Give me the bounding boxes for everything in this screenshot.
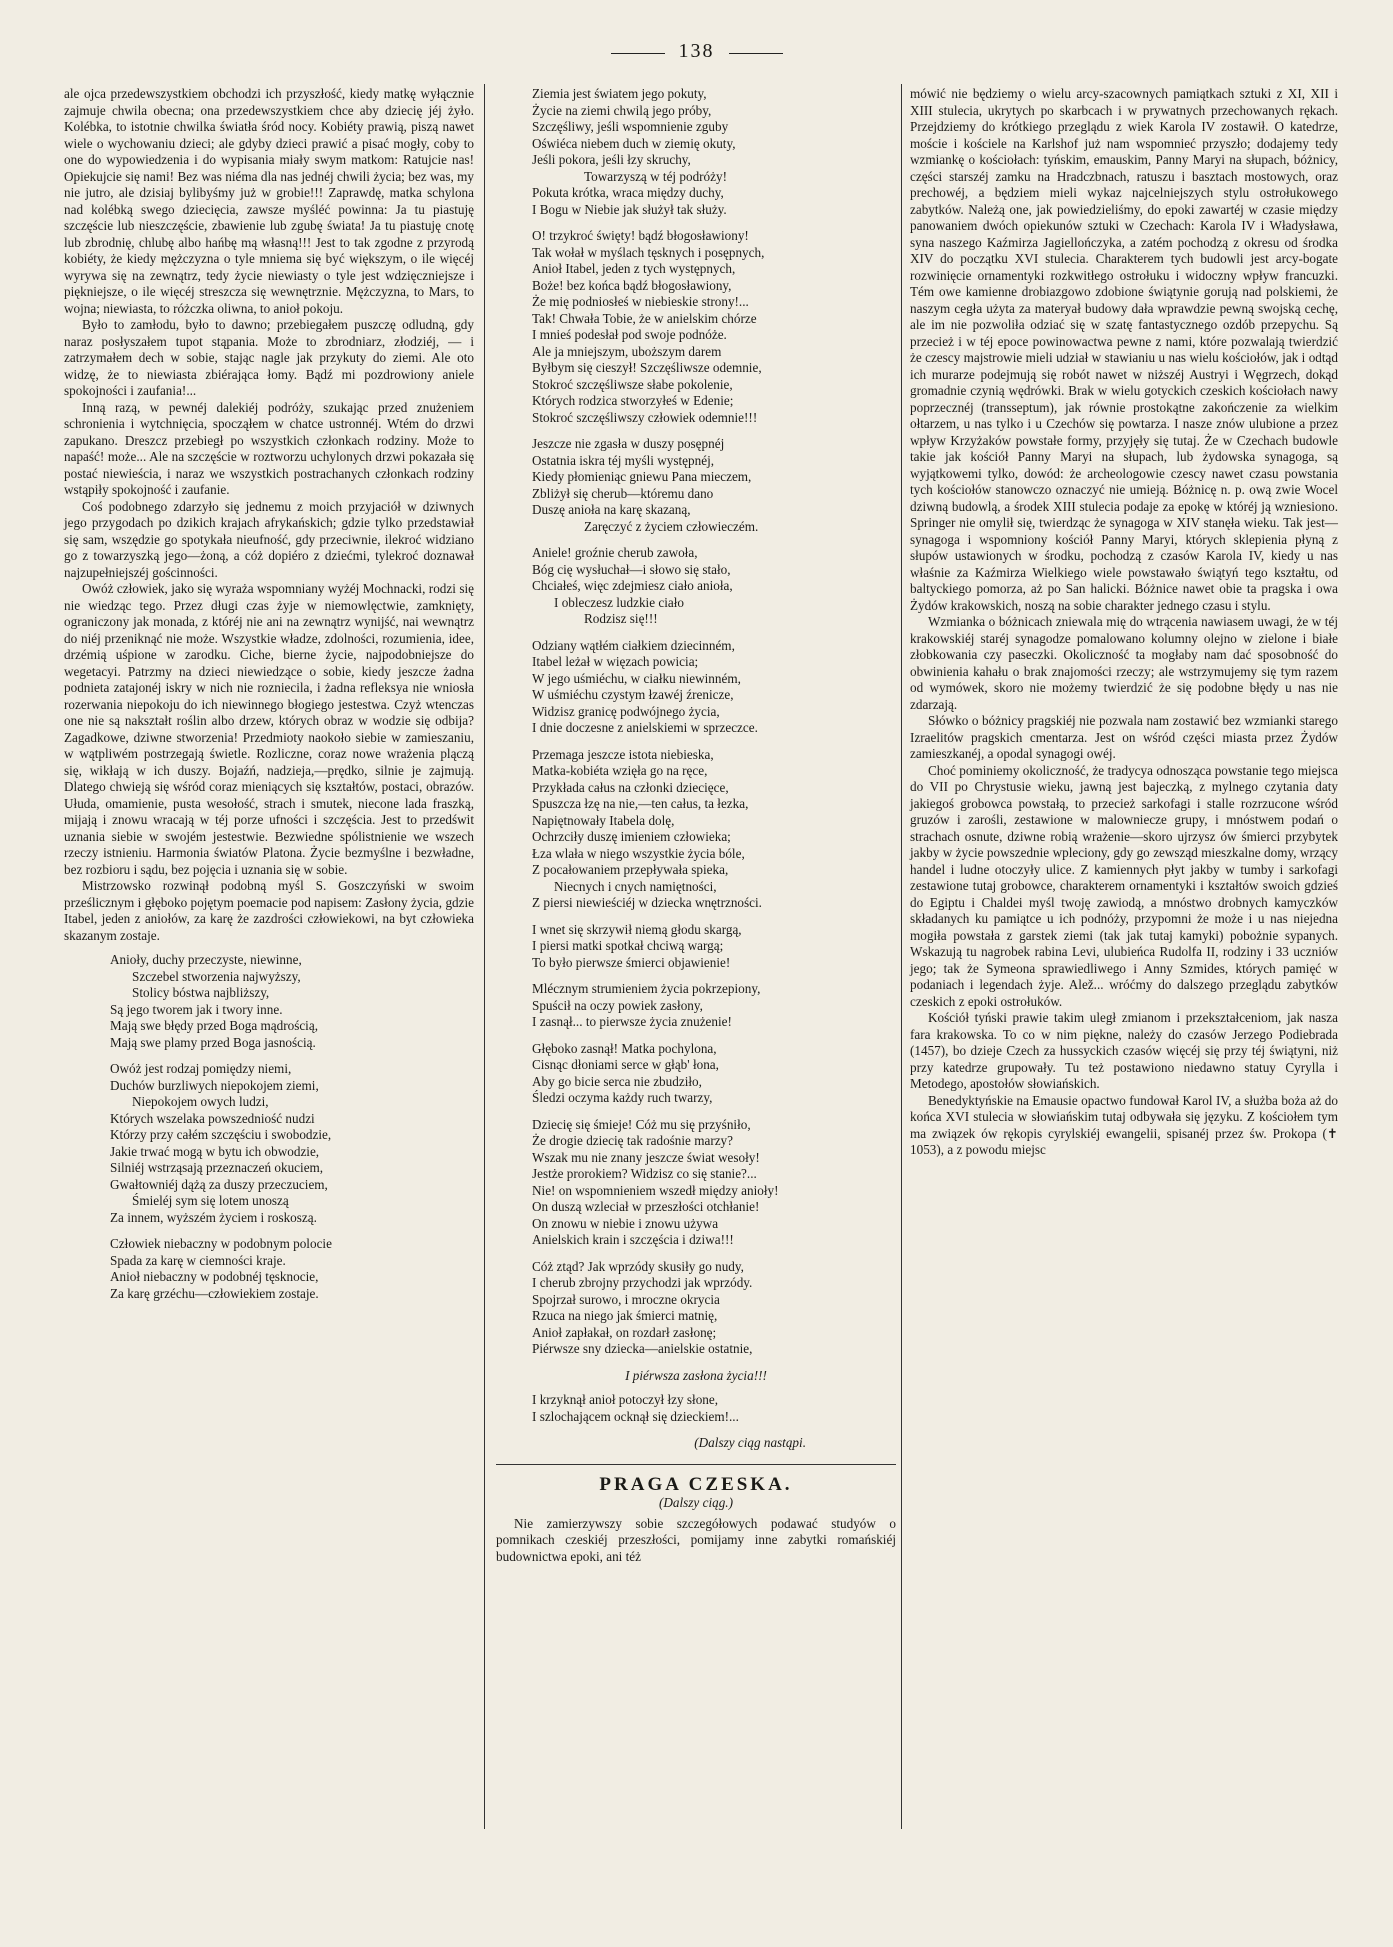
poem-line: Tak! Chwała Tobie, że w anielskim chórze [532, 310, 757, 326]
poem-line: Przykłada całus na członki dziecięce, [532, 779, 729, 795]
poem-line: Za innem, wyższém życiem i roskoszą. [110, 1209, 317, 1225]
poem-line: Cisnąc dłoniami serce w głąb' łona, [532, 1057, 719, 1072]
poem-line: Jakie trwać mogą w bytu ich obwodzie, [110, 1143, 320, 1159]
poem-line: Spuszcza łzę na nie,—ten całus, ta łezka, [532, 796, 749, 811]
poem-line: Rodzisz się!!! [584, 611, 658, 626]
poem-line: Z pocałowaniem przepływała spieka, [532, 862, 729, 877]
paragraph: ale ojca przedewszystkiem obchodzi ich przyszłość, kiedy matkę wyłącznie zajmuje chwila obecna; ona przedewszystkiem chce aby dziecię jéj żyło. Kolébka, to istotnie chwilka światła śród nocy. Kobiéty prawią, piszą nawet wiele o wychowaniu dzieci; ale gdyby dzieci prawić a pisać mogły, coby to one do wypowiedzenia i do wypisania miały swym matkom: Ratujcie nas! Opiekujcie się nami! Bez was niéma dla nas jednéj chwili życia; bez was, my nie jutro, ale dzisiaj bylibyśmy już w grobie!!! Zaprawdę, matka schylona nad kolébką swego dziecięcia, zawsze myśléć powinna: Ja tu piastuję szczęście lub nieszczęście, zbawienie lub zgubę świata! Ja tu piastuję cnotę lub zbrodnię, chlubę albo hańbę mą własną!!! Jest to tak zgodne z przyrodą kobiéty, że kiedy mężczyzna o tyle mniema się być większym, o ile więcéj wyrywa się na zewnątrz, tedy życie niewiasty o tyle jest wdzięczniejsze i piękniejsze, o ile więcéj streszcza się wewnętrznie. Mężczyzna, to Mars, to wojna; niewiasta, to różczka oliwna, to anioł pokoju. [64, 86, 474, 316]
poem-line: Łza wlała w niego wszystkie życia bóle, [532, 845, 745, 861]
poem-line: I szlochającem ocknął się dzieckiem!... [532, 1408, 739, 1424]
poem-line: I mnieś podesłał pod swoje podnóże. [532, 327, 727, 342]
poem-line: Aniele! groźnie cherub zawoła, [532, 545, 698, 560]
poem-line: Stokroć szczęśliwsze słabe pokolenie, [532, 376, 733, 392]
column-rule-2 [901, 84, 902, 1829]
paragraph: Benedyktyńskie na Emausie opactwo fundował Karol IV, a służba boża aż do końca XVI stulecia w słowiańskim tutaj odbywała się języku. Z kościołem tym ma związek ów rękopis cyrylskiéj ewangelii, spisanéj przez św. Prokopa (✝ 1053), a z powodu miejsc [910, 1092, 1338, 1157]
poem-refrain: I piérwsza zasłona życia!!! [625, 1367, 767, 1383]
poem-stanza [64, 1061, 474, 1226]
poem-line: Piérwsze sny dziecka—anielskie ostatnie, [532, 1341, 753, 1356]
poem-line: Duchów burzliwych niepokojem ziemi, [110, 1077, 319, 1093]
poem-line: Niepokojem owych ludzi, [132, 1094, 269, 1109]
poem-line: Jeszcze nie zgasła w duszy posępnéj [532, 436, 725, 451]
poem-stanza [496, 1259, 896, 1358]
poem-line: Chciałeś, więc zdejmiesz ciało anioła, [532, 578, 733, 593]
poem-line: Mlécznym strumieniem życia pokrzepiony, [532, 981, 761, 996]
poem-line: I piersi matki spotkał chciwą wargą; [532, 938, 724, 953]
poem-line: Dziecię się śmieje! Cóż mu się przyśniło, [532, 1116, 751, 1132]
poem-line: Którzy przy całém szczęściu i swobodzie, [110, 1127, 332, 1142]
poem-stanza [496, 922, 896, 972]
poem-line: Matka-kobiéta wzięła go na ręce, [532, 763, 708, 778]
poem-stanza [496, 228, 896, 426]
poem-line: Spojrzał surowo, i mroczne okrycia [532, 1291, 720, 1307]
paragraph: Inną razą, w pewnéj dalekiéj podróży, szukając przed znużeniem schronienia i wytchnięcia, spocząłem w chatce ustronnéj. Wtém do drzwi zapukano. Dreszcz przebiegł po wszystkich członkach rodziny. Może to napaść! może... Ale na szczęście w roztworzu uchylonych drzwi pokazała się postać niewieścia, i naraz we wszystkich postrachanych członkach rodziny wstąpiły spokojność i zaufanie. [64, 399, 474, 497]
paragraph: Choć pominiemy okoliczność, że tradycya odnosząca powstanie tego miejsca do VII po Chrystusie wieku, jawną jest bajeczką, z mylnego czytania daty jakiegoś grobowca powstałą, to przecież sarkofagi i stalle rozrzucone wśród gruzów i zarośli, zestawione w malowniecze grupy, i mnóstwem podań o strachach osnute, dziwne robią wrażenie—skoro ujrzysz ów śmierci przybytek jakby w życie powszednie wpleciony, gdy go zewsząd mieszkalne domy, wrzący handel i ludne otoczyły ulice. Z kamiennych płyt jakby w tumby i sarkofagi zestawione tutaj grobowce, charakterem ornamentyki i kształtów swoich gdzieś do Egiptu i Chaldei myśl twoję zawiodą, a mnóstwo drobnych kamyczków składanych ku pamiątce u ich podnóży, przypomni że może i u nas niejedna mogiła powstała z garstek ziemi (tak jak tutaj kamyki) pobożnie sypanych. Wskazują tu nagrobek rabina Levi, ulubieńca Rudolfa II, rodziny i 33 uczniów jego; tak że Symeona sprawiedliwego i Anny Szmides, których pamięć w podaniach i legendach żyje. Alež... wróćmy do dalszego przeglądu zabytków czeskich z epoki ostrołuków. [910, 762, 1338, 1009]
poem-line: Życie na ziemi chwilą jego próby, [532, 102, 712, 118]
column-3 [910, 86, 1338, 1159]
poem-line: Anioł Itabel, jeden z tych występnych, [532, 261, 736, 276]
poem-line: Aby go bicie serca nie zbudziło, [532, 1073, 702, 1089]
column-2 [496, 86, 896, 1565]
article-subtitle: (Dalszy ciąg.) [659, 1495, 733, 1510]
poem-line: W jego uśmiéchu, w ciałku niewinném, [532, 670, 741, 686]
poem-line: Ziemia jest światem jego pokuty, [532, 86, 707, 101]
poem-line: Stolicy bóstwa najbliższy, [132, 985, 270, 1000]
poem-line: Anielskich krain i szczęścia i dziwa!!! [532, 1232, 734, 1247]
poem-line: Tak wołał w myślach tęsknych i posępnych, [532, 244, 765, 260]
poem-line: Nie! on wspomnieniem wszedł między anioły! [532, 1182, 779, 1198]
poem-line: Zbliżył się cherub—któremu dano [532, 485, 714, 501]
poem-line: Wszak mu nie znany jeszcze świat wesoły! [532, 1149, 760, 1165]
poem-stanza [496, 981, 896, 1031]
poem-line: Których rodzica stworzyłeś w Edenie; [532, 393, 734, 408]
poem-line: Anioł zapłakał, on rozdarł zasłonę; [532, 1324, 717, 1340]
poem-line: Że mię podniosłeś w niebieskie strony!... [532, 294, 749, 309]
poem-line: Szczebel stworzenia najwyższy, [132, 968, 301, 984]
poem-stanza [496, 1392, 896, 1425]
poem-line: Śmieléj sym się lotem unoszą [132, 1193, 289, 1208]
column-1 [64, 86, 474, 1312]
poem-line: Odziany wątłém ciałkiem dziecinném, [532, 637, 735, 653]
poem-line: Boże! bez końca bądź błogosławiony, [532, 277, 732, 293]
paragraph: Było to zamłodu, było to dawno; przebiegałem puszczę odludną, gdy naraz posłyszałem tupot stąpania. Może to zbrodniarz, złodziéj, — i zatrzymałem dech w sobie, stając nagle jak przykuty do ziemi. Ale oto widzę, że to niewiasta zbiérająca łomy. Bądź mi pozdrowiony aniele spokojności i zaufania!... [64, 317, 474, 398]
poem-line: Widzisz granicę podwójnego życia, [532, 703, 720, 719]
paragraph: Wzmianka o bóżnicach zniewala mię do wtrącenia nawiasem uwagi, że w téj krakowskiéj staréj synagodze pomalowano kolumny olejno w zielone i białe złobkowania czy paseczki. Okoliczność ta mogłaby nam dać sposobność do obwinienia kahału o brak znajomości rzeczy; ale wstrzymujemy się tym razem od wymówek, skoro nie możemy twierdzić że się podobne błędy u nas nie zdarzają. [910, 614, 1338, 712]
poem-line: Bóg cię wysłuchał—i słowo się stało, [532, 561, 731, 577]
poem-line: Pokuta krótka, wraca między duchy, [532, 185, 724, 200]
paragraph: Słówko o bóżnicy pragskiéj nie pozwala nam zostawić bez wzmianki starego Izraelitów pragskich cmentarza. Jest on wśród części miasta przez Żydów zamieszkanéj, a opodal synagogi owéj. [910, 713, 1338, 761]
poem-stanza [496, 436, 896, 535]
paragraph: Mistrzowsko rozwinął podobną myśl S. Goszczyński w swoim prześlicznym i głęboko pojętym poemacie pod napisem: Zasłony życia, gdzie Itabel, jeden z aniołów, za karę że zazdrości człowiekowi, na byt człowieka skazanym zostaje. [64, 878, 474, 943]
poem-line: Owóż jest rodzaj pomiędzy niemi, [110, 1061, 292, 1076]
poem-line: Anioły, duchy przeczyste, niewinne, [110, 952, 302, 967]
poem-line: Ostatnia iskra téj myśli występnéj, [532, 452, 715, 468]
poem-line: Człowiek niebaczny w podobnym polocie [110, 1236, 332, 1251]
poem-line: I dnie doczesne z anielskiemi w sprzeczce. [532, 720, 758, 735]
poem-line: Gwałtowniéj dążą za duszy przeczuciem, [110, 1176, 328, 1192]
poem-line: Mają swe błędy przed Boga mądrością, [110, 1018, 318, 1033]
poem-line: Przemaga jeszcze istota niebieska, [532, 746, 714, 762]
poem-line: Mają swe plamy przed Boga jasnością. [110, 1034, 316, 1050]
section-divider [496, 1464, 896, 1465]
page-header [0, 40, 1393, 63]
poem-line: Ale ja mniejszym, uboższym darem [532, 343, 722, 359]
poem-line: Za karę grzéchu—człowiekiem zostaje. [110, 1285, 319, 1301]
poem-line: Śledzi oczyma każdy ruch twarzy, [532, 1090, 713, 1105]
poem-line: Jestże prorokiem? Widzisz co się stanie?... [532, 1166, 757, 1181]
poem-line: Kiedy płomieniąc gniewu Pana mieczem, [532, 469, 752, 484]
paragraph: Nie zamierzywszy sobie szczegółowych podawać studyów o pomnikach czeskiéj przeszłości, pomijamy inne zabytki romańskiéj budownictwa epoki, ani téż [496, 1515, 896, 1564]
poem-line: I obleczesz ludzkie ciało [554, 594, 684, 610]
page-number: 138 [678, 40, 715, 62]
header-rule-right [729, 53, 783, 54]
paragraph: Kościół tyński prawie takim uległ zmianom i przekształceniom, jak nasza fara krakowska. To co w nim piękne, należy do czasów Jerzego Podiebrada (1457), bo dzieje Czech za hussyckich czasów więcéj się przy téj świątyni, niż przy katedrze grupowały. Tu też postawiono niedawno statuy Cyrylla i Metodego, apostołów słowiańskich. [910, 1010, 1338, 1091]
poem-line: Silniéj wstrząsają przeznaczeń okuciem, [110, 1160, 324, 1175]
poem-line: Że drogie dziecię tak radośnie marzy? [532, 1133, 734, 1148]
poem-stanza [496, 638, 896, 737]
poem-line: Itabel leżał w więzach powicia; [532, 654, 699, 669]
poem-line: W uśmiéchu czystym łzawéj źrenicze, [532, 687, 734, 702]
poem-line: Anioł niebaczny w podobnéj tęsknocie, [110, 1269, 319, 1284]
poem-line: I cherub zbrojny przychodzi jak wprzódy. [532, 1275, 753, 1290]
column-rule-1 [484, 84, 485, 1829]
poem-line: Napiętnowały Itabela dolę, [532, 812, 675, 828]
poem-line: On duszą wzleciał w przeszłości otchłanie! [532, 1199, 760, 1214]
poem-line: Duszę anioła na karę skazaną, [532, 502, 691, 517]
poem-line: Niecnych i cnych namiętności, [554, 878, 717, 894]
poem-line: Oświéca niebem duch w ziemię okuty, [532, 135, 736, 151]
poem-line: Spada za karę w ciemności kraje. [110, 1252, 286, 1268]
poem-line: Zaręczyć z życiem człowieczém. [584, 518, 759, 534]
poem-line: I zasnął... to pierwsze życia znużenie! [532, 1014, 732, 1029]
poem-stanza [496, 1041, 896, 1107]
poem-line: Szczęśliwy, jeśli wspomnienie zguby [532, 119, 729, 134]
poem-line: O! trzykroć święty! bądź błogosławiony! [532, 228, 749, 243]
poem-line: To było pierwsze śmierci objawienie! [532, 954, 731, 970]
poem-stanza [496, 1117, 896, 1249]
poem-stanza [64, 952, 474, 1051]
poem-line: Rzuca na niego jak śmierci matnię, [532, 1308, 718, 1323]
poem-line: Spuścił na oczy powiek zasłony, [532, 997, 703, 1013]
poem-line: Jeśli pokora, jeśli łzy skruchy, [532, 152, 691, 167]
header-rule-left [611, 53, 665, 54]
poem-line: Stokroć szczęśliwszy człowiek odemnie!!! [532, 409, 758, 425]
poem-line: I krzyknął anioł potoczył łzy słone, [532, 1392, 719, 1407]
poem-stanza [64, 1236, 474, 1302]
poem-line: Ochrzciły duszę imieniem człowieka; [532, 829, 731, 844]
poem-stanza [496, 86, 896, 218]
paragraph: Owóż człowiek, jako się wyraża wspomniany wyżéj Mochnacki, rodzi się nie wiedząc tego. Przez długi czas żyje w niemowlęctwie, zamknięty, ograniczony jak monada, z któréj nie ani na zewnątrz wynijść, nai wewnątrz do niéj przeniknąć nie może. Wszystkie władze, zdolności, rozumienia, idee, drzémią uśpione w zarodku. Ciche, bierne życie, najpodobniejsze do wegetacyi. Patrzmy na dzieci niewiedzące o sobie, kiedy jeszcze żadna podnieta zatajonéj iskry w nich nie rozniecila, i żadna refleksya nie wniosła rozerwania niepokoju do ich niewinnego błogiego jestestwa. Czyż wtenczas one nie są nakształt roślin albo drzew, których obraz w wodzie się odbija? Zagadkowe, dziwne stworzenia! Przedmioty naokoło siebie w zamieszaniu, w wątpliwém postrzegają świetle. Rozliczne, coraz nowe wrażenia plączą się, wikłają w ich duszy. Bojaźń, nadzieja,—prędko, silnie je zajmują. Dlatego chwieją się wśród coraz mieniących się kształtów, postaci, obrazów. Ułuda, omamienie, pusta wesołość, strach i smutek, niecone lada fraszką, mijają i znowu wracają w téj porze ufności i szczęścia. Jest to przedświt uznania siebie w swojém jestestwie. Bezwiedne spólistnienie we wszech rzeczy istnieniu. Harmonia światów Platona. Życie bezmyślne i bezwładne, bez rozbioru i sądu, bez pojęcia i uznania się w sobie. [64, 581, 474, 877]
poem-line: I wnet się skrzywił niemą głodu skargą, [532, 921, 742, 937]
poem-stanza [496, 747, 896, 912]
poem-line: Byłbym się cieszył! Szczęśliwsze odemnie, [532, 360, 762, 375]
paragraph: Coś podobnego zdarzyło się jednemu z moich przyjaciół w dziwnych jego przygodach po dzikich krajach afrykańskich; gdzie tylko przedstawiał się sam, wszędzie go spotykała nieufność, gdy przeciwnie, ilekroć widziano go z towarzyszką jego—żoną, a cóż dopiéro z dziećmi, tylekroć doznawał najzupełniejszéj gościnności. [64, 498, 474, 580]
poem-stanza [496, 545, 896, 628]
poem-line: Głęboko zasnął! Matka pochylona, [532, 1040, 717, 1056]
poem-line: Towarzyszą w téj podróży! [584, 168, 727, 184]
poem-line: Cóż ztąd? Jak wprzódy skusiły go nudy, [532, 1258, 744, 1274]
paragraph: mówić nie będziemy o wielu arcy-szacownych pamiątkach sztuki z XI, XII i XIII stulecia, ukrytych po skarbcach i w prywatnych przechowanych rękach. Przejdziemy do krótkiego przeglądu z wiek Karola IV zostawił. O katedrze, moście i kościele na Karlshof już nam wspomnieć przyszło; dodajemy tedy wzmiankę o kościołach: tyńskim, emauskim, Panny Maryi na słupach, bóżnicy, części starszéj zamku na Hradczbnach, ratuszu i basztach mostowych, oraz prechowéj, a będziem mieli wykaz najcelniejszych stylu ostrołukowego zabytków. Należą one, jak powiedzieliśmy, do epoki zawartéj w czasie między panowaniem dwóch opiekunów sztuki w Czechach: Karola IV i Władysława, syna naszego Kaźmirza Jagiellończyka, a zatém pochodzą z okresu od środka XIV do początku XVI stulecia. Charakterem tych budowli jest arcy-bogate rozwinięcie ornamentyki rozkwitłego ostrołuku i widoczny wpływ francuzki. Tém owe kamienne drobiazgowo zdobione świątynie gorują nad polskiemi, że naszym cegła użyta za materyał budowy dała wprawdzie pewną swojską cechę, ale im nie pozwoliła odziać się w szatę fantastycznego ozdób przepychu. Są przecież i w téj epoce powinowactwa pewne z nami, które pozwalają twierdzić że czescy majstrowie mieli udział w stawianiu u nas wielu kościołów, jak i odtąd ich murarze podejmują się robót nawet w niższéj Austryi i Węgrzech, dokąd gromadnie czynią wędrówki. Brak w wielu gotyckich czeskich kościołach nawy poprzecznéj (transseptum), jak równie prostokątne zakończenie za wielkim ołtarzem, u nas tylko i u Czechów się powtarza. I nasze znów ulubione a przez wpływ Krzyżaków powstałe formy, przyjęły się tutaj. Że w Czechach budowle takie jak kościół Panny Maryi na słupach, lub żydowska synagoga, są wyjątkowemi tylko, dowód: że archeologowie czescy nawet czasu powstania tych kościołów stanowczo oznaczyć nie umieją. Bóżnicę n. p. ową zwie Wocel dziwną budowlą, a środek XIII stulecia podaje za epokę w któréj ją wzniesiono. Springer nie omylił się, twierdząc że synagoga w XIV stanęła wieku. Tak jest—synagoga i wspomniony kościół Panny Maryi, których sklepienia płyną z słupów ustawionych w środku, pochodzą z czasów Karola IV, kiedy u nas właśnie za Kaźmirza Wielkiego wiele powstawało świątyń tego kształtu, od baltyckiego pomorza, aż po San halicki. Bóżnice nawet obie ta pragska i owa Żydów krakowskich, noszą na sobie charakter jednego czasu i stylu. [910, 86, 1338, 613]
continuation-note: (Dalszy ciąg nastąpi. [694, 1435, 806, 1450]
poem-line: Których wszelaka powszedniość nudzi [110, 1110, 315, 1126]
poem-line: Są jego tworem jak i twory inne. [110, 1001, 283, 1017]
poem-line: Z piersi niewieściéj w dziecka wnętrzności. [532, 895, 762, 910]
poem-line: On znowu w niebie i znowu używa [532, 1215, 719, 1231]
poem-line: I Bogu w Niebie jak służył tak służy. [532, 201, 727, 217]
article-title: PRAGA CZESKA. [599, 1473, 793, 1495]
